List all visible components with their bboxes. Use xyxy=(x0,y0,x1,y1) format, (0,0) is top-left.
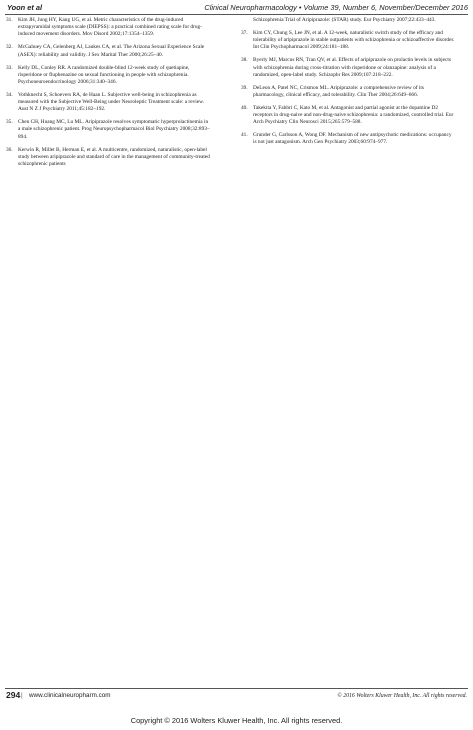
header-author: Yoon et al xyxy=(7,3,43,12)
footer-separator: | xyxy=(21,692,23,699)
journal-url-link[interactable]: www.clinicalneuropharm.com xyxy=(29,692,111,699)
reference-item xyxy=(6,65,211,86)
reference-number: 36. xyxy=(6,146,13,153)
running-header xyxy=(7,2,468,14)
reference-continuation xyxy=(241,17,455,24)
reference-number: 37. xyxy=(241,30,248,37)
page-number: 294 xyxy=(6,690,21,700)
reference-number: 33. xyxy=(6,64,13,71)
reference-number: 34. xyxy=(6,91,13,98)
reference-text: Vothknecht S, Schoevers RA, de Haan L. Subjective well-being in schizophrenia as measured with the Subjective Well-Being under Neuroleptic Treatment scale: a review. Aust N Z J Psychiatry 2011;45:182–192. xyxy=(18,91,204,113)
reference-text: McGahuey CA, Gelenberg AJ, Laukes CA, et al. The Arizona Sexual Experience Scale (ASEX): reliability and validity. J Sex Marital Ther 2000;26:25–40. xyxy=(18,44,205,58)
reference-item xyxy=(6,17,211,38)
reference-text: Takekita Y, Fabbri C, Kato M, et al. Antagonist and partial agonist at the dopamine D2 receptors in drug-naive and non-drug-naive schizophrenia: a randomized, controlled trial. Eur Arch Psychiatry Clin Neurosci 2015;265:579–588. xyxy=(253,104,454,126)
reference-text: Chen CH, Huang MC, Lu ML. Aripiprazole resolves symptomatic hyperprolactinemia in a male schizophrenic patient. Prog Neuropsychopharmacol Biol Psychiatry 2008;32:893–894. xyxy=(18,119,210,140)
reference-item xyxy=(241,105,455,126)
reference-column-right xyxy=(241,17,455,153)
reference-text: Kim CY, Chung S, Lee JN, et al. A 12-week, naturalistic switch study of the efficacy and tolerability of aripiprazole in stable outpatients with schizophrenia or schizoaffective disorder. Int Clin Psychopharmacol 2009;24:181–188. xyxy=(253,30,455,51)
reference-number: 39. xyxy=(241,84,248,91)
reference-item xyxy=(241,132,455,146)
footer-copyright: © 2016 Wolters Kluwer Health, Inc. All rights reserved. xyxy=(337,693,467,699)
reference-text: Schizophrenia Trial of Aripiprazole: (STAR) study. Eur Psychiatry 2007;22:433–443. xyxy=(253,17,436,23)
header-rule xyxy=(5,14,468,15)
reference-text: Byerly MJ, Marcus RN, Tran QV, et al. Effects of aripiprazole on prolactin levels in subjects with schizophrenia during cross-titration with risperidone or olanzapine: analysis of a randomized, open-label study. Schizophr Res 2009;107:218–222. xyxy=(253,57,451,78)
reference-column-left xyxy=(6,17,211,174)
reference-item xyxy=(6,44,211,58)
reference-item xyxy=(241,85,455,99)
reference-number: 38. xyxy=(241,57,248,64)
page-footer xyxy=(6,691,467,701)
reference-number: 40. xyxy=(241,104,248,111)
reference-text: Kelly DL, Conley RR. A randomized double-blind 12-week study of quetiapine, risperidone or fluphenazine on sexual functioning in people with schizophrenia. Psychoneuroendocrinology 2006;31:340–346. xyxy=(18,64,190,85)
reference-text: Grunder G, Carlsson A, Wong DF. Mechanism of new antipsychotic medications: occupancy is not just antagonism. Arch Gen Psychiatry 2003;60:974–977. xyxy=(253,132,452,146)
reference-number: 35. xyxy=(6,119,13,126)
reference-text: DeLeon A, Patel NC, Crismon ML. Aripiprazole: a comprehensive review of its pharmacology, clinical efficacy, and tolerability. Clin Ther 2004;26:649–666. xyxy=(253,84,424,98)
reference-text: Kerwin R, Millet B, Herman E, et al. A multicentre, randomized, naturalistic, open-label study between aripiprazole and standard of care in the management of community-treated schizophrenic patients xyxy=(18,146,210,167)
bottom-copyright-notice: Copyright © 2016 Wolters Kluwer Health, Inc. All rights reserved. xyxy=(130,716,343,725)
reference-item xyxy=(241,57,455,78)
reference-number: 31. xyxy=(6,17,13,23)
footer-rule xyxy=(5,688,468,689)
reference-item xyxy=(241,30,455,51)
reference-number: 32. xyxy=(6,44,13,51)
reference-item xyxy=(6,92,211,113)
reference-number: 41. xyxy=(241,132,248,139)
reference-item xyxy=(6,147,211,168)
header-journal-info: Clinical Neuropharmacology • Volume 39, Number 6, November/December 2016 xyxy=(204,3,468,12)
reference-item xyxy=(6,119,211,140)
reference-text: Kim JH, Jung HY, Kang UG, et al. Metric characteristics of the drug-induced extrapyramidal symptoms scale (DIEPSS): a practical combined rating scale for drug-induced movement disorders. Mov Disord 2002;17:1354–1359. xyxy=(18,17,203,38)
